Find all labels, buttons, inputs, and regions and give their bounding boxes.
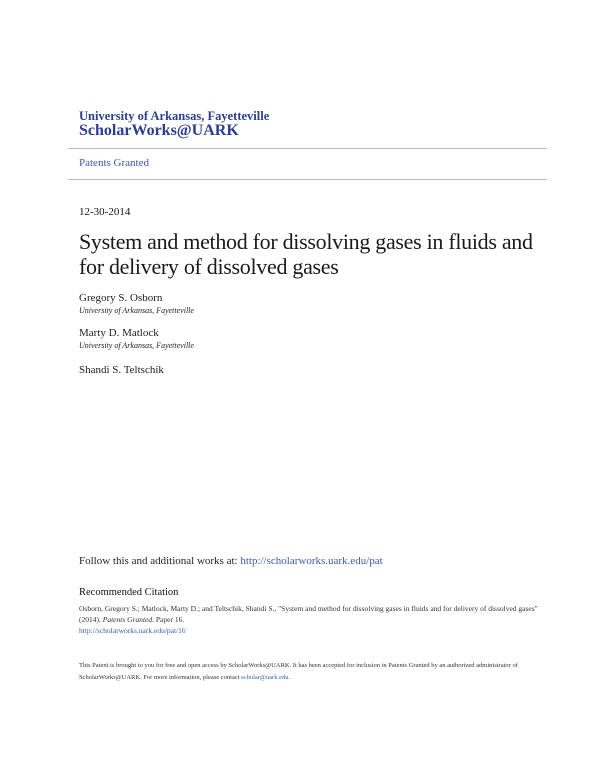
collection-link[interactable]: Patents Granted [79, 157, 149, 169]
follow-prefix: Follow this and additional works at: [79, 555, 241, 567]
citation-heading: Recommended Citation [79, 587, 179, 598]
author-affiliation: University of Arkansas, Fayetteville [79, 341, 194, 350]
contact-email-link[interactable]: scholar@uark.edu [241, 674, 289, 681]
citation-series: Patents Granted [102, 615, 153, 624]
access-notice [79, 660, 541, 684]
author-name: Marty D. Matlock [79, 327, 159, 339]
author-name: Gregory S. Osborn [79, 292, 163, 304]
follow-link[interactable]: http://scholarworks.uark.edu/pat [240, 555, 383, 567]
collection-divider [68, 179, 547, 180]
citation-paper: . Paper 16. [152, 615, 185, 624]
follow-line [79, 555, 383, 567]
citation-link[interactable]: http://scholarworks.uark.edu/pat/16 [79, 626, 186, 635]
header-divider [68, 148, 547, 149]
publication-date: 12-30-2014 [79, 206, 131, 218]
author-name: Shandi S. Teltschik [79, 364, 164, 376]
institution-name: University of Arkansas, Fayetteville [79, 109, 270, 123]
notice-text: This Patent is brought to you for free and open access by ScholarWorks@UARK. It has been accepted for inclusion in Patents Granted by an authorized administrator of ScholarWorks@UARK. For more information, please contact [79, 662, 518, 681]
repository-name[interactable]: ScholarWorks@UARK [79, 122, 239, 139]
document-title: System and method for dissolving gases in fluids and for delivery of dissolved gases [79, 229, 533, 279]
author-affiliation: University of Arkansas, Fayetteville [79, 306, 194, 315]
notice-end: . [288, 674, 291, 681]
citation-text: Osborn, Gregory S.; Matlock, Marty D.; and Teltschik, Shandi S., "System and method for dissolving gases in fluids and for delivery of dissolved gases" (2014). [79, 604, 538, 624]
citation-block [79, 603, 541, 636]
